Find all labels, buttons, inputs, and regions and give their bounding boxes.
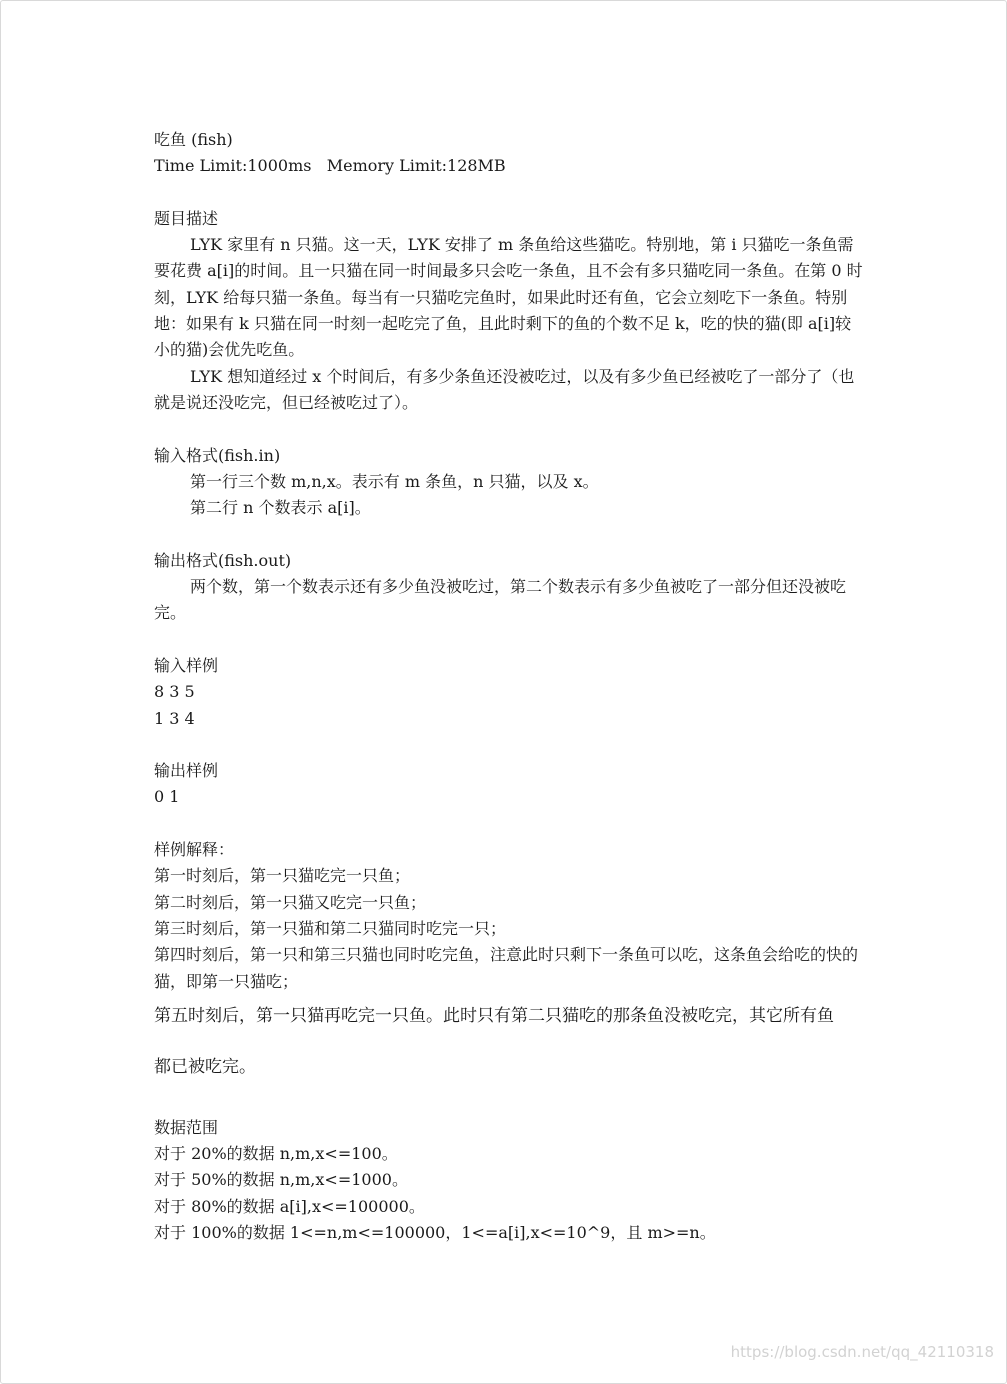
input-format-line-1: 第一行三个数 m,n,x。表示有 m 条鱼，n 只猫，以及 x。 [190,471,599,491]
description-paragraph-1: LYK 家里有 n 只猫。这一天，LYK 安排了 m 条鱼给这些猫吃。特别地，第 i 只猫吃一条鱼需要花费 a[i]的时间。且一只猫在同一时间最多只会吃一条鱼，且不会有多只猫吃同一条鱼。在第 0 时刻，LYK 给每只猫一条鱼。每当有一只猫吃完鱼时，如果此时还有鱼，它会立刻吃下一条鱼。特别地：如果有 k 只猫在同一时刻一起吃完了鱼，且此时剩下的鱼的个数不足 k，吃的快的猫(即 a[i]较小的猫)会优先吃鱼。 [154,235,863,360]
explanation-line-2: 第二时刻后，第一只猫又吃完一只鱼； [154,892,427,912]
sample-input-heading: 输入样例 [154,655,219,675]
constraints-line-2: 对于 50%的数据 n,m,x<=1000。 [154,1170,408,1190]
input-format-heading: 输入格式(fish.in) [154,445,281,465]
constraints-heading: 数据范围 [154,1117,219,1137]
output-format-heading: 输出格式(fish.out) [154,550,292,570]
explanation-line-3: 第三时刻后，第一只猫和第二只猫同时吃完一只； [154,918,507,938]
description-paragraph-2: LYK 想知道经过 x 个时间后，有多少条鱼还没被吃过，以及有多少鱼已经被吃了一部分了（也就是说还没吃完，但已经被吃过了）。 [154,366,855,412]
sample-input-line-2: 1 3 4 [154,708,195,728]
sample-output-heading: 输出样例 [154,761,219,781]
problem-statement [154,127,864,1246]
explanation-line-1: 第一时刻后，第一只猫吃完一只鱼； [154,866,411,886]
output-format-text: 两个数，第一个数表示还有多少鱼没被吃过，第二个数表示有多少鱼被吃了一部分但还没被吃完。 [154,577,847,623]
explanation-line-4: 第四时刻后，第一只和第三只猫也同时吃完鱼，注意此时只剩下一条鱼可以吃，这条鱼会给吃的快的猫，即第一只猫吃； [154,945,859,991]
constraints-line-4: 对于 100%的数据 1<=n,m<=100000，1<=a[i],x<=10^9，且 m>=n。 [154,1222,716,1242]
constraints-line-3: 对于 80%的数据 a[i],x<=100000。 [154,1196,425,1216]
explanation-line-5b: 都已被吃完。 [154,1056,256,1077]
problem-title: 吃鱼 (fish) [154,130,233,149]
sample-output-line-1: 0 1 [154,787,180,807]
description-heading: 题目描述 [154,208,219,228]
explanation-heading: 样例解释： [154,840,235,860]
sample-input-line-1: 8 3 5 [154,682,195,702]
constraints-line-1: 对于 20%的数据 n,m,x<=100。 [154,1144,398,1164]
limits-line: Time Limit:1000ms Memory Limit:128MB [154,156,506,176]
input-format-line-2: 第二行 n 个数表示 a[i]。 [190,498,371,518]
explanation-line-5a: 第五时刻后，第一只猫再吃完一只鱼。此时只有第二只猫吃的那条鱼没被吃完，其它所有鱼 [154,1005,834,1026]
watermark-url: https://blog.csdn.net/qq_42110318 [730,1343,994,1361]
